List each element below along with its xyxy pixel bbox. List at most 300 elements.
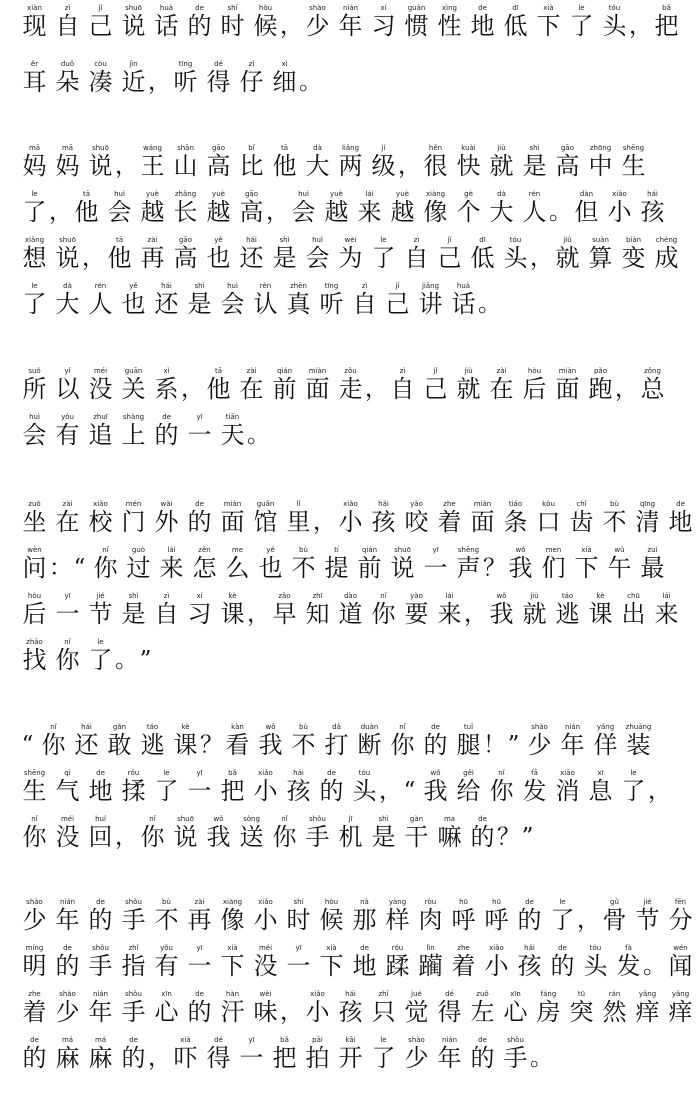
text-line — [18, 719, 652, 759]
character-unit — [400, 1036, 433, 1072]
hanzi-character: 现 — [22, 12, 47, 40]
character-unit — [18, 236, 51, 272]
character-unit — [419, 367, 452, 403]
pinyin-annotation: jiù — [530, 592, 539, 600]
character-unit — [216, 990, 249, 1026]
character-unit — [584, 592, 617, 628]
hanzi-character: 手 — [88, 952, 113, 980]
pinyin-annotation: hái — [246, 236, 257, 244]
hanzi-character: 有 — [154, 952, 179, 980]
pinyin-annotation: yǎo — [410, 500, 423, 508]
pinyin-annotation: wài — [160, 500, 173, 508]
character-unit — [386, 723, 419, 759]
hanzi-character: 话 — [154, 12, 179, 40]
pinyin-annotation: shí — [227, 4, 238, 12]
hanzi-character: 午 — [607, 554, 632, 582]
pinyin-annotation: zài — [246, 367, 257, 375]
pinyin-annotation: wǒ — [213, 815, 224, 823]
punctuation-mark: ， — [379, 778, 402, 804]
character-unit — [400, 815, 433, 851]
punctuation-unit — [183, 367, 202, 403]
pinyin-annotation: guǎn — [256, 500, 275, 508]
hanzi-character: 们 — [541, 554, 566, 582]
hanzi-character: 了 — [621, 777, 646, 805]
hanzi-character: 不 — [154, 906, 179, 934]
hanzi-character: 得 — [437, 998, 462, 1026]
character-unit — [419, 190, 452, 226]
character-unit — [183, 769, 216, 805]
character-unit — [400, 990, 433, 1026]
character-unit — [301, 144, 334, 180]
character-unit — [216, 898, 249, 934]
pinyin-annotation: duàn — [360, 723, 379, 731]
pinyin-annotation: xí — [380, 4, 387, 12]
hanzi-character: 课 — [588, 600, 613, 628]
pinyin-annotation: rán — [608, 990, 621, 998]
punctuation-mark: 。 — [549, 199, 572, 225]
pinyin-annotation: miàn — [308, 367, 327, 375]
pinyin-annotation: jué — [411, 990, 422, 998]
character-unit — [598, 990, 631, 1026]
pinyin-annotation: mā — [28, 144, 41, 152]
character-unit — [150, 413, 183, 449]
pinyin-annotation: de — [30, 1036, 39, 1044]
hanzi-character: 是 — [522, 152, 547, 180]
punctuation-mark: ： — [49, 555, 72, 581]
pinyin-annotation: yī — [196, 413, 203, 421]
character-unit — [51, 413, 84, 449]
hanzi-character: 惯 — [404, 12, 429, 40]
character-unit — [433, 592, 466, 628]
hanzi-character: 说 — [390, 554, 415, 582]
pinyin-annotation: yàng — [388, 898, 407, 906]
pinyin-annotation: de — [162, 413, 171, 421]
pinyin-annotation: xiǎng — [24, 236, 45, 244]
punctuation-unit — [51, 190, 70, 226]
pinyin-annotation: zì — [413, 236, 420, 244]
pinyin-annotation: de — [478, 815, 487, 823]
hanzi-character: 你 — [41, 731, 66, 759]
pinyin-annotation: de — [431, 723, 440, 731]
character-unit — [598, 500, 631, 536]
pinyin-annotation: shuō — [177, 815, 194, 823]
hanzi-character: 不 — [291, 731, 316, 759]
character-unit — [320, 190, 353, 226]
character-unit — [183, 413, 216, 449]
hanzi-character: 比 — [239, 152, 264, 180]
punctuation-mark: ， — [313, 509, 336, 535]
hanzi-character: 少 — [404, 1044, 429, 1072]
pinyin-annotation: zài — [147, 236, 158, 244]
character-unit — [84, 898, 117, 934]
hanzi-character: 年 — [88, 998, 113, 1026]
hanzi-character: 成 — [654, 244, 679, 272]
hanzi-character: 面 — [555, 375, 580, 403]
character-unit — [551, 769, 584, 805]
punctuation-mark: ， — [115, 153, 138, 179]
hanzi-character: 个 — [456, 198, 481, 226]
pinyin-annotation: de — [558, 944, 567, 952]
pinyin-annotation: hòu — [27, 592, 42, 600]
character-unit — [268, 367, 301, 403]
pinyin-annotation: bǎ — [280, 1036, 289, 1044]
character-unit — [117, 769, 150, 805]
character-unit — [18, 190, 51, 226]
character-unit — [499, 4, 532, 40]
pinyin-annotation: nǐ — [380, 592, 387, 600]
character-unit — [480, 898, 513, 934]
character-unit — [367, 4, 400, 40]
character-unit — [51, 898, 84, 934]
pinyin-annotation: gè — [464, 190, 473, 198]
pinyin-annotation: bǐ — [248, 144, 255, 152]
character-unit — [169, 815, 202, 851]
pinyin-annotation: le — [630, 769, 637, 777]
pinyin-annotation: liǎng — [341, 144, 360, 152]
character-unit — [84, 500, 117, 536]
character-unit — [513, 944, 546, 980]
character-unit — [433, 500, 466, 536]
hanzi-character: 地 — [352, 952, 377, 980]
hanzi-character: 以 — [55, 375, 80, 403]
punctuation-unit — [282, 990, 301, 1026]
pinyin-annotation: zǒng — [644, 367, 661, 375]
pinyin-annotation: huì — [298, 190, 309, 198]
hanzi-character: 也 — [206, 244, 231, 272]
hanzi-character: 我 — [206, 823, 231, 851]
character-unit — [617, 144, 650, 180]
pinyin-annotation: shuō — [92, 144, 109, 152]
hanzi-character: 高 — [555, 152, 580, 180]
hanzi-character: 消 — [555, 777, 580, 805]
hanzi-character: 年 — [560, 731, 585, 759]
pinyin-annotation: bǎ — [662, 4, 671, 12]
character-unit — [348, 769, 381, 805]
hanzi-character: 为 — [338, 244, 363, 272]
pinyin-annotation: tā — [214, 367, 223, 375]
pinyin-annotation: duǒ — [60, 60, 75, 68]
character-unit — [466, 236, 499, 272]
hanzi-character: 送 — [239, 823, 264, 851]
character-unit — [216, 4, 249, 40]
punctuation-mark: 。 — [478, 291, 501, 317]
pinyin-annotation: huà — [456, 282, 471, 290]
pinyin-annotation: zài — [62, 500, 73, 508]
hanzi-character: 了 — [154, 777, 179, 805]
character-unit — [348, 898, 381, 934]
pinyin-annotation: wǒ — [515, 546, 526, 554]
character-unit — [518, 190, 551, 226]
hanzi-character: 会 — [22, 421, 47, 449]
pinyin-annotation: miàn — [223, 500, 242, 508]
character-unit — [499, 500, 532, 536]
pinyin-annotation: zěn — [198, 546, 211, 554]
pinyin-annotation: yáng — [596, 723, 615, 731]
pinyin-annotation: pāi — [312, 1036, 323, 1044]
pinyin-annotation: xiǎo — [258, 898, 273, 906]
hanzi-character: 生 — [621, 152, 646, 180]
character-unit — [381, 898, 414, 934]
character-unit — [169, 723, 202, 759]
character-unit — [268, 1036, 301, 1072]
hanzi-character: 大 — [55, 290, 80, 318]
character-unit — [518, 769, 551, 805]
hanzi-character: 己 — [437, 244, 462, 272]
hanzi-character: 样 — [385, 906, 410, 934]
punctuation-unit — [202, 723, 221, 759]
hanzi-character: 了 — [88, 646, 113, 674]
character-unit — [18, 282, 51, 318]
pinyin-annotation: tā — [280, 144, 289, 152]
pinyin-annotation: nián — [92, 990, 109, 998]
character-unit — [249, 500, 282, 536]
hanzi-character: 把 — [272, 1044, 297, 1072]
character-unit — [150, 898, 183, 934]
hanzi-character: 面 — [470, 508, 495, 536]
pinyin-annotation: xiàng — [425, 190, 446, 198]
character-unit — [320, 546, 353, 582]
character-unit — [51, 815, 84, 851]
character-unit — [18, 592, 51, 628]
character-unit — [136, 723, 169, 759]
hanzi-character: 最 — [640, 554, 665, 582]
pinyin-annotation: xìng — [442, 4, 457, 12]
hanzi-character: 说 — [88, 152, 113, 180]
hanzi-character: 么 — [225, 554, 250, 582]
hanzi-character: 再 — [187, 906, 212, 934]
hanzi-character: 会 — [220, 290, 245, 318]
character-unit — [518, 144, 551, 180]
character-unit — [367, 1036, 400, 1072]
punctuation-mark: ， — [577, 907, 600, 933]
pinyin-annotation: shǒu — [125, 990, 142, 998]
punctuation-mark: ， — [148, 1045, 171, 1071]
hanzi-character: 手 — [305, 823, 330, 851]
pinyin-annotation: yě — [214, 236, 223, 244]
hanzi-character: 己 — [88, 12, 113, 40]
character-unit — [334, 367, 367, 403]
hanzi-character: 自 — [55, 12, 80, 40]
character-unit — [579, 944, 612, 980]
hanzi-character: 清 — [635, 508, 660, 536]
pinyin-annotation: jiù — [497, 144, 506, 152]
pinyin-annotation: hái — [81, 723, 92, 731]
hanzi-character: 给 — [456, 777, 481, 805]
pinyin-annotation: fáng — [540, 990, 557, 998]
character-unit — [287, 190, 320, 226]
character-unit — [334, 4, 367, 40]
character-unit — [169, 190, 202, 226]
punctuation-mark: ” — [139, 647, 152, 673]
character-unit — [51, 282, 84, 318]
hanzi-character: 高 — [239, 198, 264, 226]
character-unit — [84, 592, 117, 628]
punctuation-mark: ， — [247, 601, 270, 627]
character-unit — [117, 990, 150, 1026]
character-unit — [301, 592, 334, 628]
character-unit — [650, 236, 683, 272]
character-unit — [84, 413, 117, 449]
pinyin-annotation: nǐ — [399, 723, 406, 731]
pinyin-annotation: le — [380, 1036, 387, 1044]
pinyin-annotation: bù — [299, 546, 308, 554]
hanzi-character: 声 — [456, 554, 481, 582]
pinyin-annotation: xià — [581, 546, 592, 554]
punctuation-unit — [400, 144, 419, 180]
punctuation-mark: “ — [73, 555, 86, 581]
hanzi-character: 味 — [253, 998, 278, 1026]
hanzi-character: 的 — [319, 777, 344, 805]
pinyin-annotation: zì — [64, 4, 71, 12]
character-unit — [636, 546, 669, 582]
pinyin-annotation: hái — [378, 500, 389, 508]
character-unit — [249, 4, 282, 40]
hanzi-character: 我 — [489, 600, 514, 628]
character-unit — [551, 367, 584, 403]
character-unit — [268, 144, 301, 180]
pinyin-annotation: shào — [26, 898, 43, 906]
pinyin-annotation: dé — [214, 60, 223, 68]
character-unit — [282, 282, 315, 318]
pinyin-annotation: wèi — [344, 236, 357, 244]
hanzi-character: 骨 — [602, 906, 627, 934]
pinyin-annotation: bǎ — [228, 769, 237, 777]
hanzi-character: 要 — [404, 600, 429, 628]
character-unit — [433, 236, 466, 272]
character-unit — [150, 990, 183, 1026]
character-unit — [414, 282, 447, 318]
hanzi-character: 后 — [522, 375, 547, 403]
hanzi-character: 算 — [588, 244, 613, 272]
hanzi-character: 只 — [371, 998, 396, 1026]
character-unit — [169, 60, 202, 96]
pinyin-annotation: táo — [146, 723, 159, 731]
character-unit — [249, 944, 282, 980]
pinyin-annotation: wèn — [27, 546, 42, 554]
character-unit — [433, 815, 466, 851]
pinyin-annotation: zì — [399, 367, 406, 375]
hanzi-character: 麻 — [55, 1044, 80, 1072]
pinyin-annotation: shí — [293, 898, 304, 906]
pinyin-annotation: hái — [524, 944, 535, 952]
hanzi-character: 心 — [154, 998, 179, 1026]
character-unit — [282, 944, 315, 980]
hanzi-character: 痒 — [668, 998, 693, 1026]
hanzi-character: 过 — [126, 554, 151, 582]
hanzi-character: 妈 — [55, 152, 80, 180]
hanzi-character: 齿 — [569, 508, 594, 536]
pinyin-annotation: xīn — [510, 990, 521, 998]
punctuation-unit — [466, 592, 485, 628]
punctuation-unit — [301, 60, 320, 96]
character-unit — [84, 1036, 117, 1072]
character-unit — [235, 815, 268, 851]
character-unit — [485, 144, 518, 180]
hanzi-character: 低 — [470, 244, 495, 272]
pinyin-annotation: dī — [479, 236, 486, 244]
hanzi-character: 后 — [22, 600, 47, 628]
punctuation-unit — [518, 815, 537, 851]
punctuation-unit — [367, 367, 386, 403]
punctuation-mark: ， — [148, 69, 171, 95]
character-unit — [565, 500, 598, 536]
hanzi-character: 说 — [55, 244, 80, 272]
hanzi-character: 麻 — [88, 1044, 113, 1072]
character-unit — [499, 1036, 532, 1072]
pinyin-annotation: suàn — [592, 236, 609, 244]
punctuation-unit — [282, 4, 301, 40]
character-unit — [249, 898, 282, 934]
text-line — [18, 894, 693, 934]
hanzi-character: 早 — [272, 600, 297, 628]
pinyin-annotation: tiáo — [508, 500, 523, 508]
hanzi-character: 小 — [607, 198, 632, 226]
hanzi-character: 走 — [338, 375, 363, 403]
hanzi-character: 咬 — [404, 508, 429, 536]
hanzi-character: 回 — [88, 823, 113, 851]
pinyin-annotation: bù — [610, 500, 619, 508]
pinyin-annotation: zhe — [28, 990, 41, 998]
pinyin-annotation: shì — [194, 282, 205, 290]
pinyin-annotation: zhǎo — [26, 638, 43, 646]
character-unit — [150, 944, 183, 980]
pinyin-annotation: lìn — [426, 944, 435, 952]
punctuation-mark: 。 — [115, 647, 138, 673]
hanzi-character: 孩 — [338, 998, 363, 1026]
pinyin-annotation: xiàng — [222, 898, 243, 906]
pinyin-annotation: miàn — [558, 367, 577, 375]
hanzi-character: 总 — [640, 375, 665, 403]
hanzi-character: 年 — [437, 1044, 462, 1072]
character-unit — [84, 769, 117, 805]
hanzi-character: 少 — [305, 12, 330, 40]
pinyin-annotation: xīn — [161, 990, 172, 998]
pinyin-annotation: jìn — [129, 60, 138, 68]
punctuation-mark: ， — [629, 13, 652, 39]
hanzi-character: 越 — [324, 198, 349, 226]
hanzi-character: 然 — [602, 998, 627, 1026]
punctuation-mark: 。 — [299, 69, 322, 95]
punctuation-mark: ， — [398, 153, 421, 179]
punctuation-mark: ， — [266, 199, 289, 225]
hanzi-character: 我 — [423, 777, 448, 805]
pinyin-annotation: jǐ — [433, 367, 438, 375]
character-unit — [18, 990, 51, 1026]
punctuation-unit — [117, 144, 136, 180]
punctuation-unit — [381, 769, 400, 805]
punctuation-mark: ？ — [200, 732, 223, 758]
hanzi-character: 我 — [258, 731, 283, 759]
character-unit — [216, 282, 249, 318]
punctuation-unit — [400, 769, 419, 805]
hanzi-character: 两 — [338, 152, 363, 180]
pinyin-annotation: hái — [647, 190, 658, 198]
character-unit — [556, 723, 589, 759]
pinyin-annotation: dà — [63, 282, 72, 290]
punctuation-mark: ， — [615, 376, 638, 402]
character-unit — [537, 546, 570, 582]
character-unit — [84, 944, 117, 980]
hanzi-character: 是 — [272, 244, 297, 272]
hanzi-character: 的 — [470, 823, 495, 851]
pinyin-annotation: xiāo — [560, 769, 575, 777]
pinyin-annotation: nǐ — [50, 723, 57, 731]
hanzi-character: 我 — [508, 554, 533, 582]
pinyin-annotation: xiǎo — [258, 769, 273, 777]
punctuation-unit — [579, 898, 598, 934]
hanzi-character: 问 — [22, 554, 47, 582]
hanzi-character: 在 — [239, 375, 264, 403]
